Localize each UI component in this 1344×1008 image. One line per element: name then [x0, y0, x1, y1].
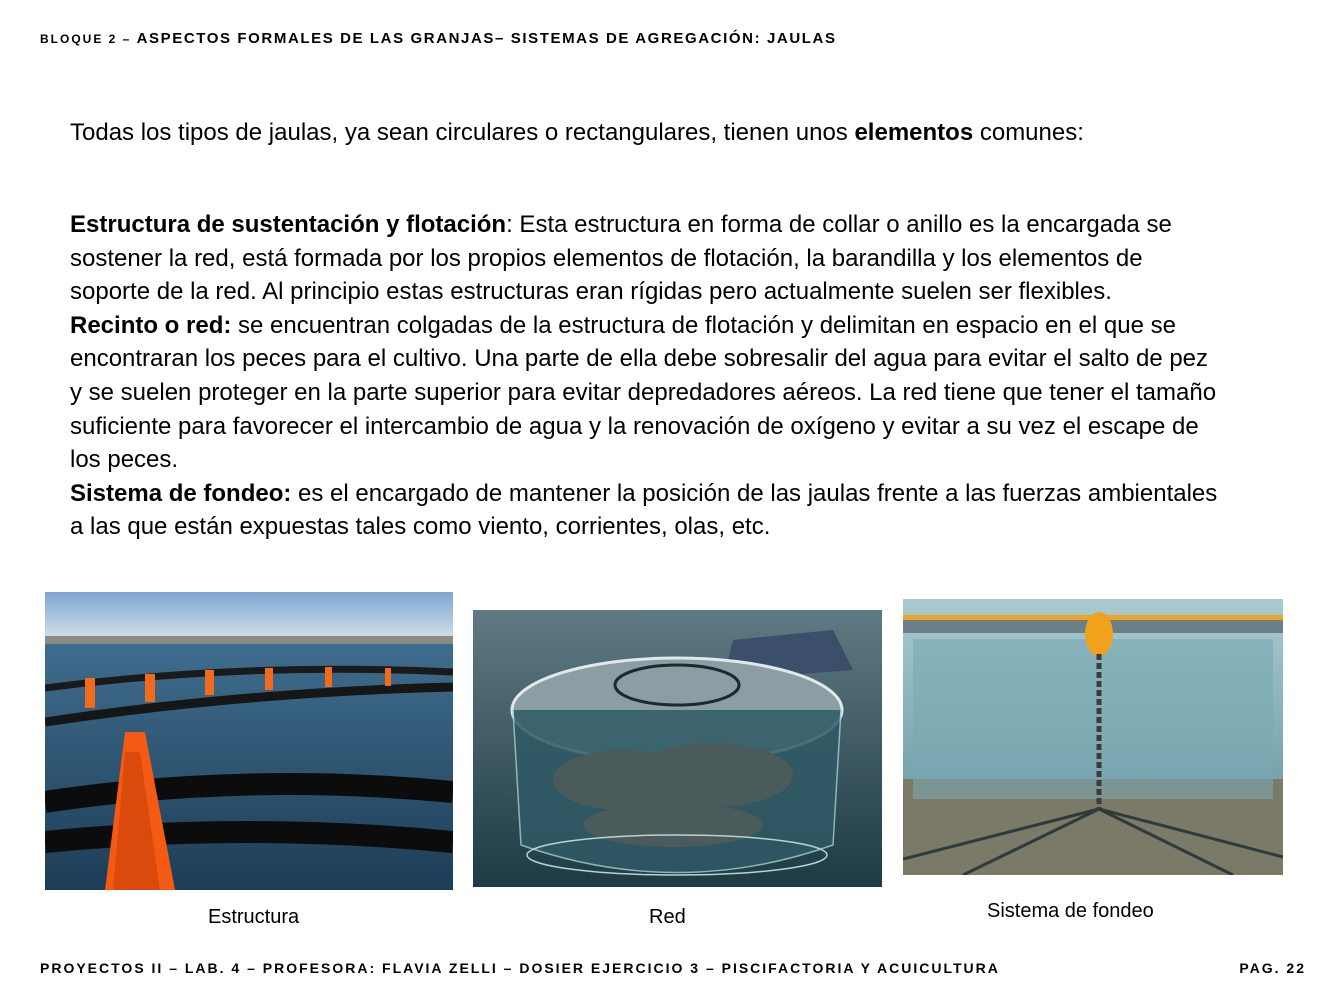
section-text: se encuentran colgadas de la estructura de flotación y delimitan en espacio en el que se encontraran los peces para el cultivo. Una parte de ella debe sobresalir del agua para evitar el salto de pez y se suelen proteger en la parte superior para evitar depredadores aéreos. La red tiene que tener el tamaño suficiente para favorecer el intercambio de agua y la renovación de oxígeno y evitar a su vez el escape de los peces.: [70, 311, 1217, 474]
caption-net: Red: [649, 906, 686, 928]
net-photo: [473, 610, 882, 887]
intro-text-before: Todas los tipos de jaulas, ya sean circulares o rectangulares, tienen unos: [70, 119, 855, 146]
header-title: ASPECTOS FORMALES DE LAS GRANJAS– SISTEMAS DE AGREGACIÓN: JAULAS: [136, 30, 837, 47]
section-text: : Esta estructura en forma de collar o anillo es la encargada se sostener la red, está formada por los propios elementos de flotación, la barandilla y los elementos de soporte de la red. Al principio estas estructuras eran rígidas pero actualmente suelen ser flexibles.: [70, 211, 1172, 306]
elements-description: [70, 208, 1220, 544]
header-prefix: BLOQUE 2 –: [40, 32, 132, 46]
caption-mooring: Sistema de fondeo: [987, 900, 1154, 922]
section-text: es el encargado de mantener la posición de las jaulas frente a las fuerzas ambientales a las que están expuestas tales como viento, corrientes, olas, etc.: [70, 479, 1218, 541]
intro-paragraph: [70, 116, 1210, 149]
structure-photo: [45, 592, 453, 890]
caption-structure: Estructura: [208, 906, 300, 928]
slide-header: [40, 30, 837, 47]
section-structure: [70, 208, 1220, 309]
page-number: PAG. 22: [1239, 960, 1306, 976]
intro-bold: elementos: [854, 119, 974, 146]
section-term: Sistema de fondeo:: [70, 479, 292, 507]
intro-text-after: comunes:: [973, 119, 1084, 146]
mooring-photo: [903, 599, 1283, 875]
section-term: Estructura de sustentación y flotación: [70, 211, 507, 238]
section-term: Recinto o red:: [70, 311, 232, 339]
slide-footer: PROYECTOS II – LAB. 4 – PROFESORA: FLAVIA ZELLI – DOSIER EJERCICIO 3 – PISCIFACTORIA Y ACUICULTURA: [40, 960, 1000, 976]
section-mooring: [70, 477, 1220, 544]
section-net: [70, 309, 1220, 477]
